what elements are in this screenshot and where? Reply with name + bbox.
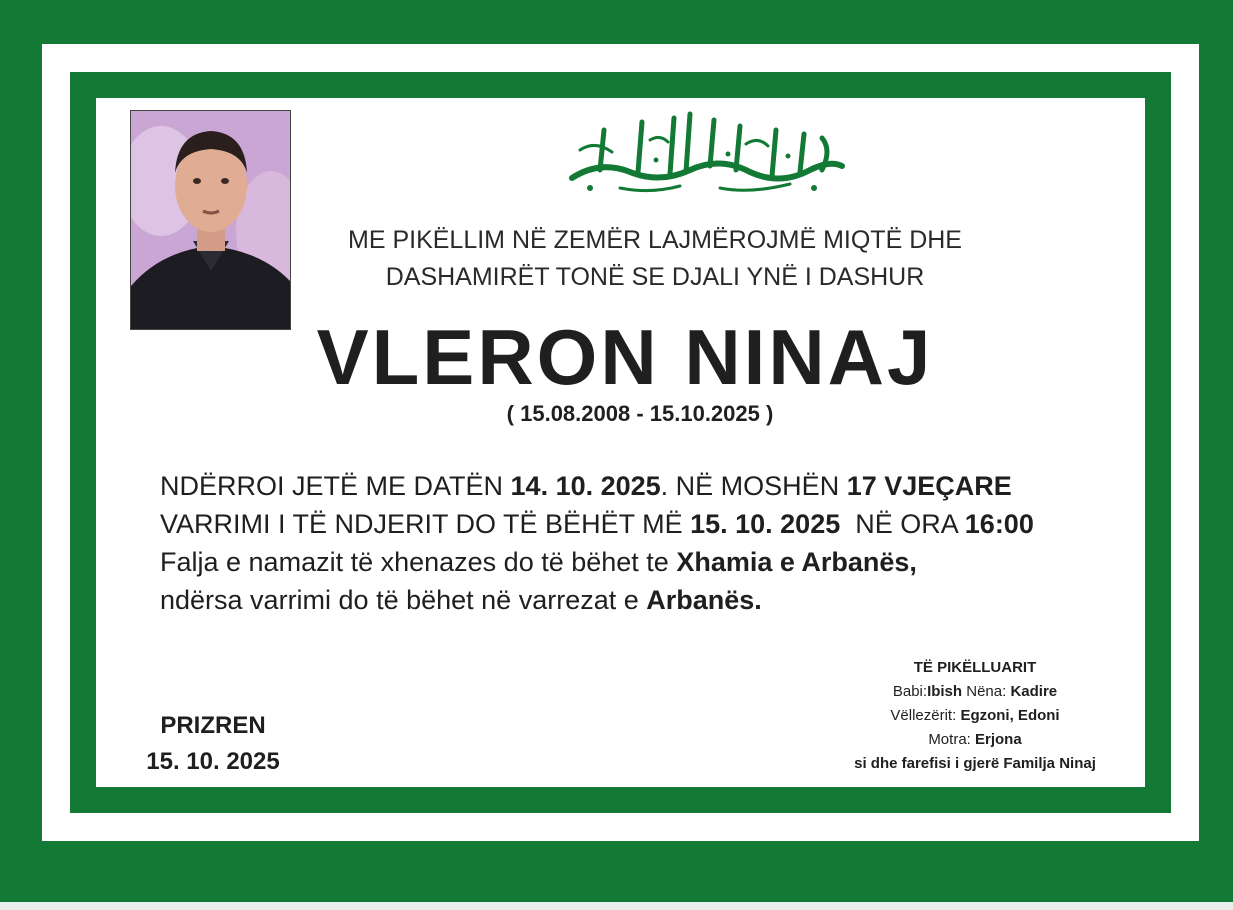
burial-date: 15. 10. 2025 (690, 509, 841, 539)
death-date-prefix: NDËRROI JETË ME DATËN (160, 471, 511, 501)
intro-line-2: DASHAMIRËT TONË SE DJALI YNË I DASHUR (385, 263, 925, 291)
basmala-calligraphy-icon (560, 100, 850, 195)
prayer-line (160, 543, 1120, 581)
cemetery-line (160, 581, 1120, 619)
mourners-title: TË PIKËLLUARIT (913, 659, 1037, 676)
notice-date: 15. 10. 2025 (146, 748, 280, 775)
mosque-name: Xhamia e Arbanës, (676, 547, 917, 577)
parents-line (805, 680, 1145, 704)
death-date: 14. 10. 2025 (510, 471, 661, 501)
place-and-date (128, 708, 298, 780)
prayer-prefix: Falja e namazit të xhenazes do të bëhet te (160, 547, 677, 577)
burial-date-prefix: VARRIMI I TË NDJERIT DO TË BËHËT MË (160, 509, 691, 539)
father-label: Babi: (892, 683, 928, 700)
life-dates: ( 15.08.2008 - 15.10.2025 ) (506, 401, 774, 426)
city: PRIZREN (160, 712, 266, 739)
intro-text (250, 222, 1060, 296)
burial-date-line (160, 505, 1120, 543)
father-name: Ibish (927, 683, 963, 700)
age: 17 VJEÇARE (846, 471, 1012, 501)
sister-line (805, 728, 1145, 752)
mourners-list (805, 656, 1145, 776)
brothers-label: Vëllezërit: (890, 707, 961, 724)
extended-family: si dhe farefisi i gjerë Familja Ninaj (854, 755, 1096, 772)
funeral-details (160, 467, 1120, 619)
burial-time-prefix: NË ORA (840, 509, 965, 539)
intro-line-1: ME PIKËLLIM NË ZEMËR LAJMËROJMË MIQTË DHE (348, 226, 962, 254)
sister-label: Motra: (928, 731, 975, 748)
brothers-line (805, 704, 1145, 728)
mother-label: Nëna: (962, 683, 1011, 700)
cemetery-prefix: ndërsa varrimi do të bëhet në varrezat e (160, 585, 647, 615)
age-prefix: . NË MOSHËN (660, 471, 847, 501)
sister-name: Erjona (975, 731, 1022, 748)
burial-time: 16:00 (964, 509, 1034, 539)
portrait-photo (130, 110, 291, 330)
mother-name: Kadire (1010, 683, 1058, 700)
deceased-name: VLERON NINAJ (316, 313, 934, 401)
death-date-line (160, 467, 1120, 505)
cemetery-name: Arbanës. (646, 585, 762, 615)
brothers-names: Egzoni, Edoni (960, 707, 1060, 724)
